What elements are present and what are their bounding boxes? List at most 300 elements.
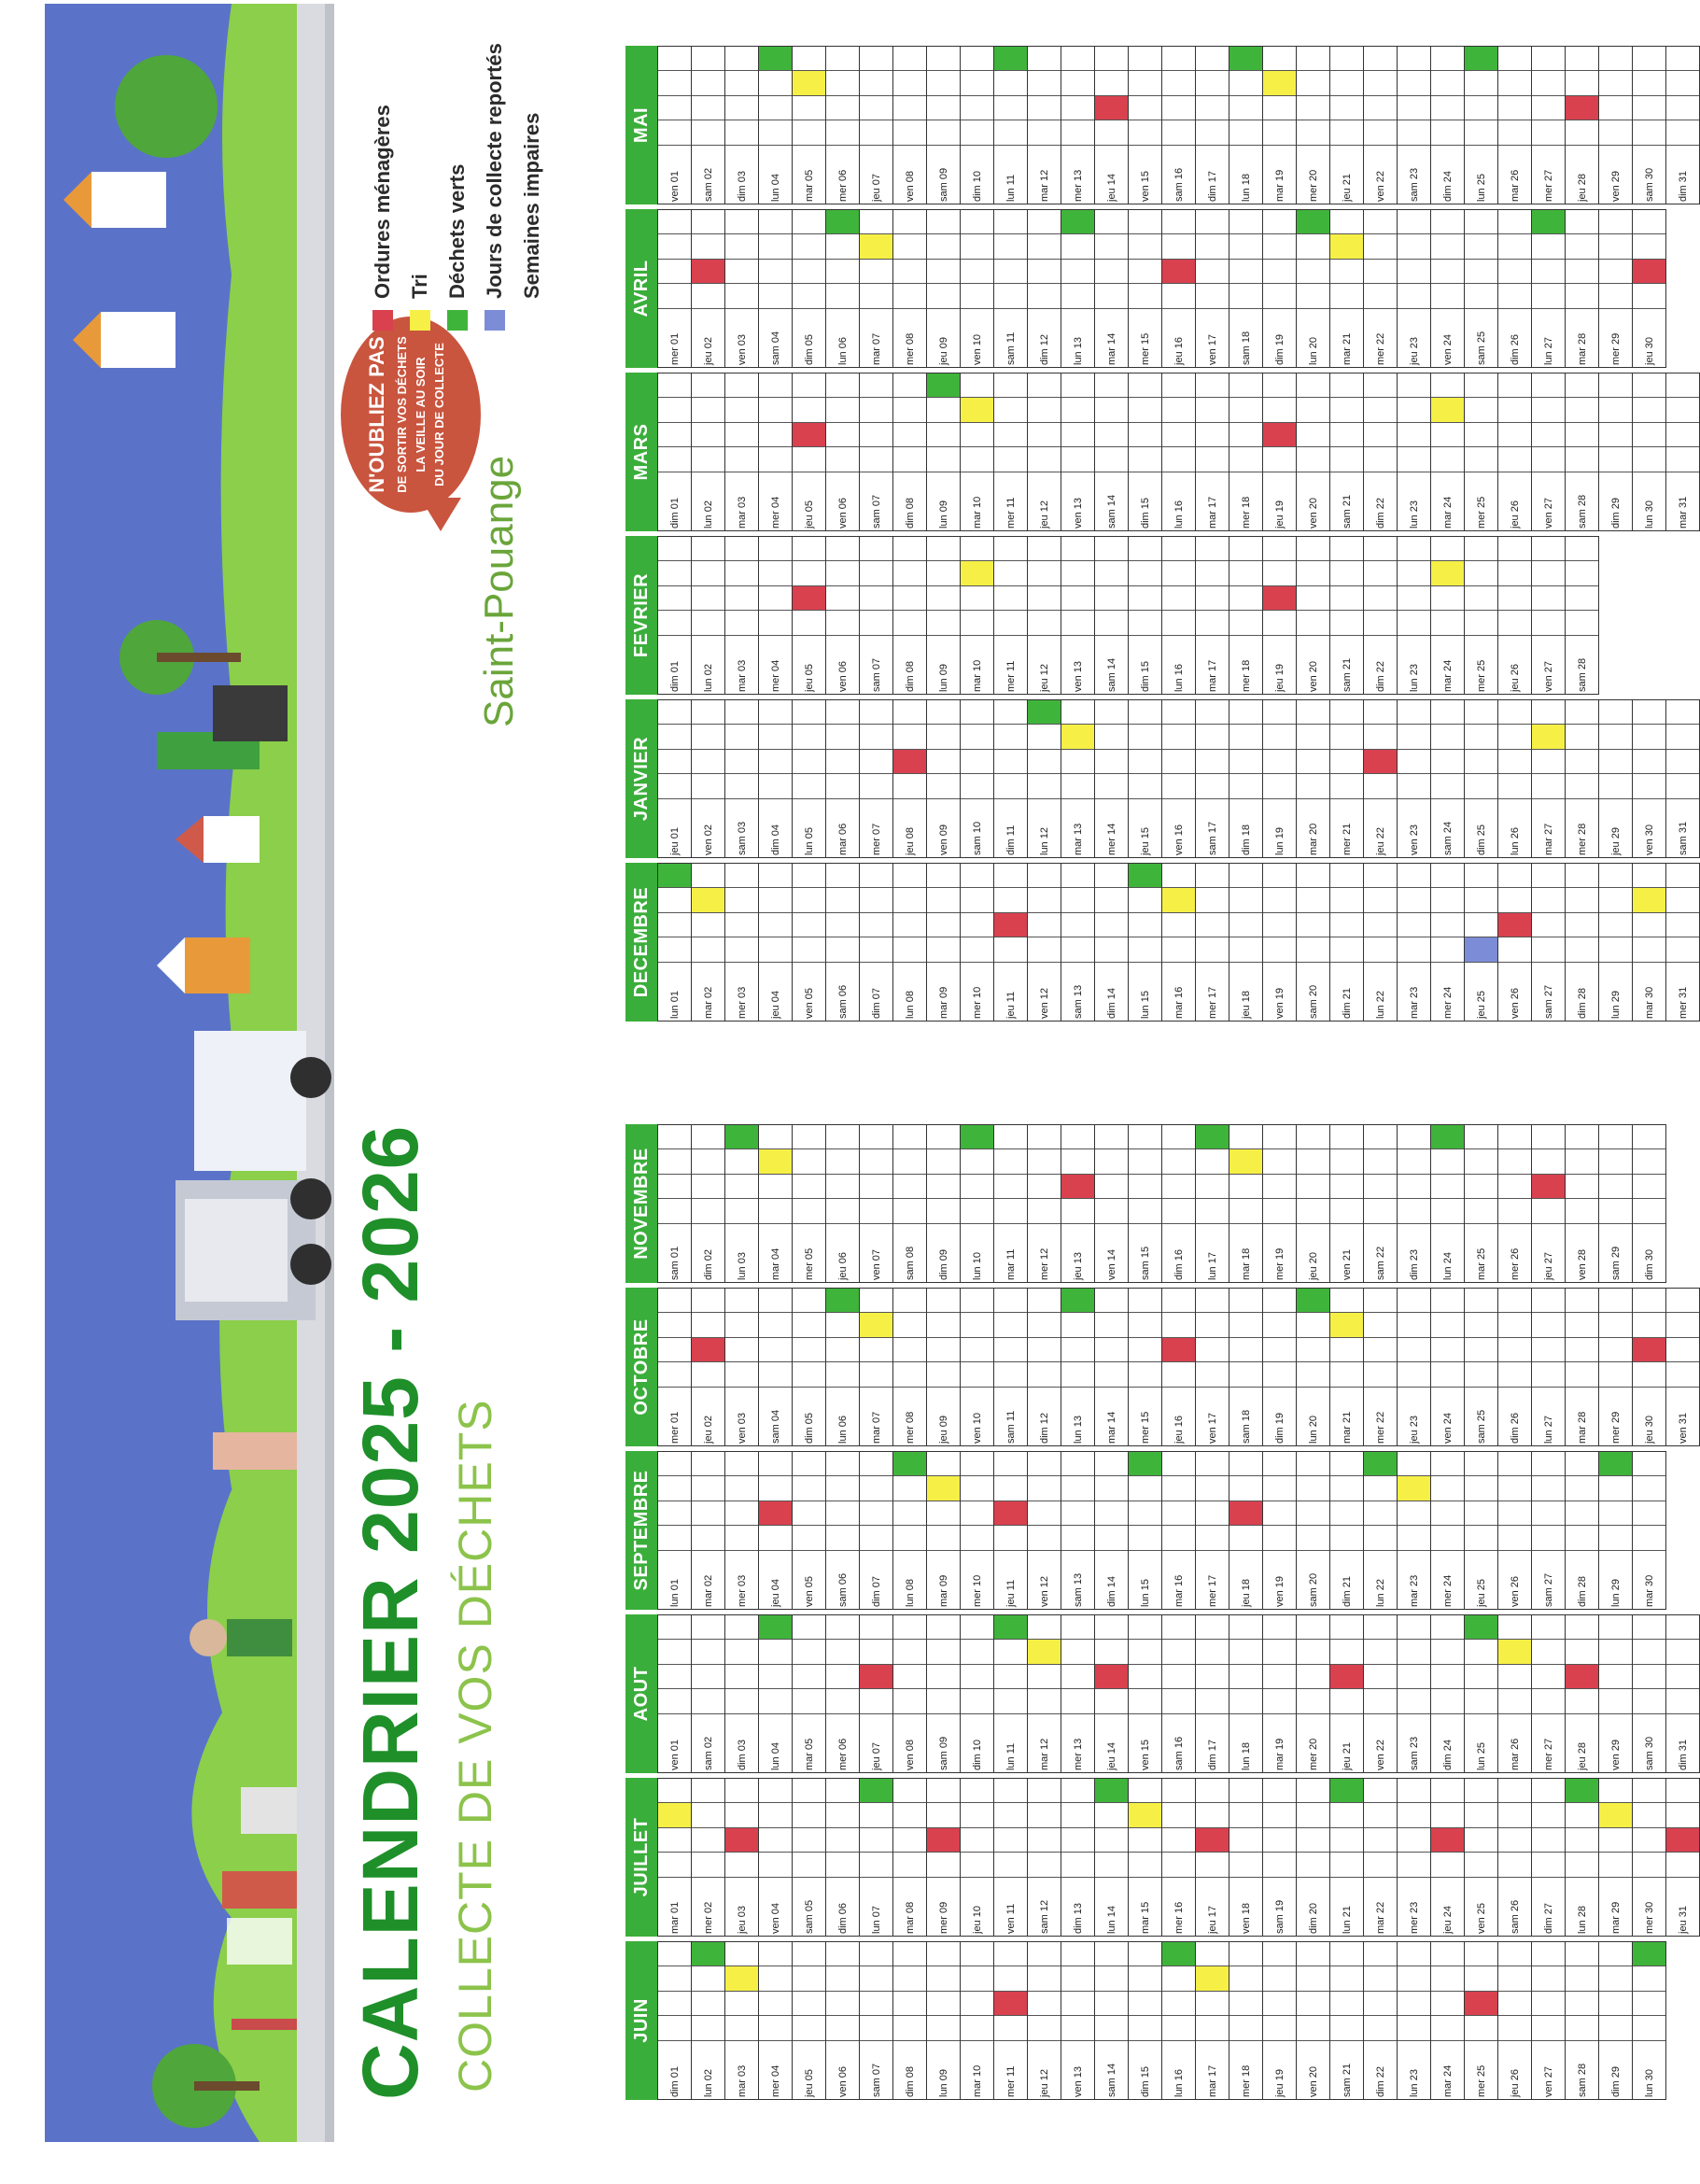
day-label: dim 22 (1375, 2065, 1386, 2097)
collection-cell (793, 1150, 825, 1176)
collection-cell (1465, 889, 1497, 914)
day-label: ven 10 (972, 333, 983, 365)
day-label: sam 28 (1577, 657, 1588, 692)
day-label: mer 13 (1073, 1738, 1084, 1770)
collection-cell (1666, 1779, 1699, 1804)
collection-cell (1263, 1690, 1296, 1715)
day-row (1296, 1942, 1329, 2099)
collection-cell (1061, 260, 1094, 285)
collection-cell (1633, 1314, 1665, 1339)
collection-cell (1532, 1992, 1565, 2017)
collection-cell (1666, 1853, 1699, 1879)
collection-cell (961, 1175, 993, 1200)
collection-cell (860, 72, 892, 97)
collection-cell (1398, 423, 1430, 448)
collection-cell (1129, 1501, 1161, 1527)
day-row (1296, 373, 1329, 530)
collection-cell (1129, 612, 1161, 637)
collection-cell (1465, 1175, 1497, 1200)
collection-cell (1398, 1942, 1430, 1967)
collection-cell (1633, 1477, 1665, 1502)
day-row (1497, 47, 1531, 204)
legend (369, 13, 593, 331)
collection-cell (1162, 750, 1195, 775)
day-label: ven 06 (837, 2065, 849, 2097)
day-row (724, 700, 758, 857)
red-collection-cell (692, 1338, 724, 1363)
collection-cell (1095, 1828, 1128, 1853)
day-label: ven 13 (1073, 497, 1084, 528)
day-row (1094, 373, 1128, 530)
day-label: sam 21 (1342, 2063, 1353, 2097)
collection-cell (759, 448, 792, 473)
collection-cell (1129, 72, 1161, 97)
day-row (1229, 1289, 1262, 1445)
collection-cell (1297, 1363, 1329, 1388)
collection-cell (860, 1175, 892, 1200)
collection-cell (1330, 700, 1363, 726)
collection-cell (725, 612, 758, 637)
month-septembre (625, 1451, 1666, 1610)
day-row (1430, 1452, 1464, 1609)
collection-cell (961, 612, 993, 637)
collection-cell (1129, 423, 1161, 448)
collection-cell (1431, 1992, 1464, 2017)
collection-cell (1566, 586, 1598, 612)
day-row (926, 1779, 960, 1936)
collection-cell (1263, 1967, 1296, 1993)
collection-cell (826, 1615, 859, 1641)
day-row (691, 210, 724, 367)
collection-cell (1465, 864, 1497, 889)
collection-cell (759, 285, 792, 310)
collection-cell (692, 72, 724, 97)
day-label: dim 21 (1342, 987, 1353, 1019)
day-row (859, 1942, 892, 2099)
collection-cell (1196, 260, 1229, 285)
day-row (926, 1125, 960, 1282)
collection-cell (927, 938, 960, 964)
green-collection-cell (759, 1615, 792, 1641)
collection-cell (1431, 72, 1464, 97)
collection-cell (1566, 700, 1598, 726)
collection-cell (658, 913, 691, 938)
day-label: jeu 16 (1173, 337, 1185, 365)
green-collection-cell (692, 1942, 724, 1967)
collection-cell (1263, 1452, 1296, 1477)
collection-cell (1566, 285, 1598, 310)
collection-cell (1196, 1779, 1229, 1804)
day-row (1161, 537, 1195, 694)
collection-cell (1330, 47, 1363, 72)
collection-cell (793, 448, 825, 473)
collection-cell (1498, 775, 1531, 800)
collection-cell (1599, 373, 1632, 399)
day-label: sam 04 (770, 331, 781, 365)
collection-cell (1330, 913, 1363, 938)
collection-cell (1330, 423, 1363, 448)
collection-cell (1129, 586, 1161, 612)
collection-cell (1095, 47, 1128, 72)
day-row (1094, 1289, 1128, 1445)
collection-cell (1129, 399, 1161, 424)
day-label: sam 25 (1476, 1409, 1487, 1444)
collection-cell (927, 913, 960, 938)
collection-cell (994, 72, 1027, 97)
collection-cell (1633, 2017, 1665, 2042)
day-label: lun 27 (1543, 1416, 1554, 1444)
collection-cell (1566, 121, 1598, 147)
day-row (825, 1289, 859, 1445)
day-row (1665, 1779, 1699, 1936)
day-row (859, 700, 892, 857)
day-row (1665, 864, 1699, 1021)
day-label: mer 03 (737, 986, 748, 1019)
collection-cell (1666, 1363, 1699, 1388)
collection-cell (658, 448, 691, 473)
day-label: ven 15 (1140, 1739, 1151, 1770)
collection-cell (725, 700, 758, 726)
collection-cell (1129, 235, 1161, 261)
day-label: dim 23 (1409, 1248, 1420, 1280)
collection-cell (1566, 448, 1598, 473)
collection-cell (1465, 1942, 1497, 1967)
day-label: ven 19 (1274, 1575, 1286, 1607)
collection-cell (759, 750, 792, 775)
collection-cell (1330, 448, 1363, 473)
collection-cell (1028, 864, 1061, 889)
day-row (825, 373, 859, 530)
month-janvier (625, 699, 1700, 858)
month-header: NOVEMBRE (625, 1124, 657, 1283)
collection-cell (1498, 1200, 1531, 1225)
collection-cell (1196, 423, 1229, 448)
collection-cell (793, 96, 825, 121)
collection-cell (1263, 1477, 1296, 1502)
collection-cell (1061, 2017, 1094, 2042)
day-row (926, 1289, 960, 1445)
day-label: lun 04 (770, 174, 781, 202)
collection-cell (1431, 1942, 1464, 1967)
collection-cell (1364, 1804, 1397, 1829)
month-day-list (657, 1941, 1666, 2100)
collection-cell (1398, 1338, 1430, 1363)
collection-cell (725, 750, 758, 775)
collection-cell (1229, 913, 1262, 938)
day-row (1430, 373, 1464, 530)
collection-cell (961, 1641, 993, 1666)
day-row (1565, 1125, 1598, 1282)
collection-cell (1263, 121, 1296, 147)
collection-cell (1196, 726, 1229, 751)
collection-cell (1196, 373, 1229, 399)
day-row (1296, 210, 1329, 367)
day-label: jeu 28 (1577, 1742, 1588, 1770)
collection-cell (961, 47, 993, 72)
day-row (1397, 373, 1430, 530)
collection-cell (1498, 1690, 1531, 1715)
day-row (1565, 47, 1598, 204)
collection-cell (1061, 750, 1094, 775)
collection-cell (1330, 1125, 1363, 1150)
day-label: mer 02 (703, 1901, 714, 1934)
collection-cell (1498, 1314, 1531, 1339)
day-row (1464, 1289, 1497, 1445)
month-novembre (625, 1124, 1666, 1283)
collection-cell (1196, 1150, 1229, 1176)
green-collection-cell (1297, 1289, 1329, 1314)
collection-cell (1129, 562, 1161, 587)
collection-cell (1162, 1289, 1195, 1314)
collection-cell (826, 423, 859, 448)
day-label: dim 13 (1073, 1902, 1084, 1934)
collection-cell (1498, 72, 1531, 97)
red-collection-cell (1431, 1828, 1464, 1853)
day-row (960, 537, 993, 694)
collection-cell (1599, 2017, 1632, 2042)
collection-cell (1398, 1828, 1430, 1853)
collection-cell (1263, 373, 1296, 399)
collection-cell (1566, 1289, 1598, 1314)
collection-cell (793, 612, 825, 637)
collection-cell (658, 47, 691, 72)
day-row (1363, 700, 1397, 857)
collection-cell (1498, 1175, 1531, 1200)
collection-cell (658, 1779, 691, 1804)
collection-cell (893, 72, 926, 97)
collection-cell (1129, 1615, 1161, 1641)
collection-cell (860, 864, 892, 889)
day-row (1296, 47, 1329, 204)
collection-cell (1095, 889, 1128, 914)
collection-cell (1162, 235, 1195, 261)
collection-cell (1061, 1804, 1094, 1829)
collection-cell (826, 399, 859, 424)
collection-cell (793, 750, 825, 775)
collection-cell (1061, 700, 1094, 726)
collection-cell (1465, 1527, 1497, 1552)
day-label: sam 12 (1039, 1899, 1050, 1934)
day-row (691, 700, 724, 857)
collection-cell (1599, 889, 1632, 914)
collection-cell (1061, 235, 1094, 261)
collection-cell (961, 1967, 993, 1993)
collection-cell (793, 1452, 825, 1477)
green-collection-cell (1229, 47, 1262, 72)
day-label: mar 28 (1577, 1411, 1588, 1444)
day-label: mer 01 (669, 1411, 681, 1444)
collection-cell (658, 1992, 691, 2017)
collection-cell (1566, 373, 1598, 399)
collection-cell (1297, 2017, 1329, 2042)
collection-cell (1532, 121, 1565, 147)
day-label: mer 11 (1005, 2065, 1017, 2097)
collection-cell (1129, 1690, 1161, 1715)
day-label: sam 24 (1442, 821, 1454, 855)
day-label: mar 03 (737, 496, 748, 528)
collection-cell (826, 1175, 859, 1200)
day-row (1598, 1125, 1632, 1282)
collection-cell (1532, 889, 1565, 914)
collection-cell (1566, 1804, 1598, 1829)
day-label: dim 01 (669, 660, 681, 692)
collection-cell (1465, 1150, 1497, 1176)
day-row (691, 1452, 724, 1609)
collection-cell (1162, 1200, 1195, 1225)
collection-cell (1061, 1150, 1094, 1176)
day-row (892, 47, 926, 204)
day-row (657, 1615, 691, 1772)
collection-cell (1028, 1289, 1061, 1314)
collection-cell (961, 1992, 993, 2017)
red-collection-cell (994, 1501, 1027, 1527)
collection-cell (1095, 1992, 1128, 2017)
collection-cell (759, 1452, 792, 1477)
day-row (1229, 373, 1262, 530)
day-row (1061, 1289, 1094, 1445)
collection-cell (1297, 1200, 1329, 1225)
day-row (1665, 1615, 1699, 1772)
collection-cell (1599, 423, 1632, 448)
collection-cell (1297, 1150, 1329, 1176)
collection-cell (1431, 1690, 1464, 1715)
collection-cell (1566, 1527, 1598, 1552)
collection-cell (893, 1175, 926, 1200)
day-row (1128, 1779, 1161, 1936)
red-collection-cell (1162, 1338, 1195, 1363)
day-row (892, 1125, 926, 1282)
day-label: ven 24 (1442, 333, 1454, 365)
collection-cell (1398, 938, 1430, 964)
collection-cell (994, 726, 1027, 751)
collection-cell (1028, 1665, 1061, 1690)
collection-cell (1263, 1615, 1296, 1641)
collection-cell (961, 423, 993, 448)
collection-cell (893, 121, 926, 147)
green-collection-cell (994, 1615, 1027, 1641)
collection-cell (893, 1853, 926, 1879)
day-row (1229, 700, 1262, 857)
collection-cell (1532, 285, 1565, 310)
collection-cell (793, 1125, 825, 1150)
collection-cell (994, 373, 1027, 399)
collection-cell (692, 537, 724, 562)
day-row (657, 47, 691, 204)
collection-cell (961, 448, 993, 473)
collection-cell (826, 2017, 859, 2042)
day-row (1027, 373, 1061, 530)
collection-cell (1028, 423, 1061, 448)
collection-cell (1431, 726, 1464, 751)
day-label: lun 30 (1644, 500, 1655, 528)
collection-cell (1263, 1363, 1296, 1388)
collection-cell (961, 1452, 993, 1477)
collection-cell (1196, 1314, 1229, 1339)
collection-cell (1465, 1804, 1497, 1829)
day-label: lun 25 (1476, 1742, 1487, 1770)
collection-cell (793, 938, 825, 964)
collection-cell (1633, 1200, 1665, 1225)
day-row (1531, 373, 1565, 530)
red-collection-cell (994, 1992, 1027, 2017)
collection-cell (1196, 399, 1229, 424)
collection-cell (658, 700, 691, 726)
collection-cell (826, 72, 859, 97)
collection-cell (1129, 1363, 1161, 1388)
collection-cell (1129, 1175, 1161, 1200)
day-label: jeu 21 (1342, 1742, 1353, 1770)
collection-cell (759, 1175, 792, 1200)
collection-cell (860, 210, 892, 235)
month-day-list (657, 1124, 1666, 1283)
collection-cell (759, 96, 792, 121)
collection-cell (826, 121, 859, 147)
collection-cell (1095, 1501, 1128, 1527)
day-label: mer 26 (1510, 1247, 1521, 1280)
day-row (1497, 210, 1531, 367)
collection-cell (1229, 889, 1262, 914)
day-row (1094, 1452, 1128, 1609)
collection-cell (860, 423, 892, 448)
green-collection-cell (1061, 1289, 1094, 1314)
collection-cell (1633, 210, 1665, 235)
green-collection-cell (1431, 1125, 1464, 1150)
collection-cell (1162, 1690, 1195, 1715)
month-day-list (657, 46, 1700, 204)
day-label: jeu 23 (1409, 337, 1420, 365)
collection-cell (692, 1853, 724, 1879)
day-row (1531, 1779, 1565, 1936)
day-row (1128, 1452, 1161, 1609)
day-label: lun 13 (1073, 1416, 1084, 1444)
collection-cell (658, 537, 691, 562)
collection-cell (1297, 612, 1329, 637)
day-label: sam 10 (972, 821, 983, 855)
collection-cell (1398, 1175, 1430, 1200)
day-label: mar 27 (1543, 823, 1554, 855)
collection-cell (1196, 1200, 1229, 1225)
red-collection-cell (793, 423, 825, 448)
yellow-collection-cell (1599, 1804, 1632, 1829)
day-label: ven 12 (1039, 987, 1050, 1019)
collection-cell (961, 72, 993, 97)
collection-cell (725, 1853, 758, 1879)
yellow-collection-cell (1532, 726, 1565, 751)
day-label: lun 05 (804, 827, 815, 855)
collection-cell (1431, 1150, 1464, 1176)
collection-cell (1566, 47, 1598, 72)
collection-cell (1666, 96, 1699, 121)
collection-cell (725, 235, 758, 261)
collection-cell (994, 1338, 1027, 1363)
collection-cell (893, 864, 926, 889)
collection-cell (1398, 750, 1430, 775)
collection-cell (1532, 260, 1565, 285)
day-label: sam 22 (1375, 1246, 1386, 1280)
collection-cell (1162, 1527, 1195, 1552)
day-label: sam 09 (938, 1736, 949, 1770)
collection-cell (1498, 1150, 1531, 1176)
collection-cell (994, 1641, 1027, 1666)
collection-cell (1196, 1804, 1229, 1829)
collection-cell (893, 260, 926, 285)
day-label: mar 19 (1274, 169, 1286, 202)
day-label: lun 13 (1073, 337, 1084, 365)
day-label: mer 22 (1375, 1411, 1386, 1444)
collection-cell (1162, 537, 1195, 562)
collection-cell (860, 1853, 892, 1879)
day-row (1430, 1942, 1464, 2099)
